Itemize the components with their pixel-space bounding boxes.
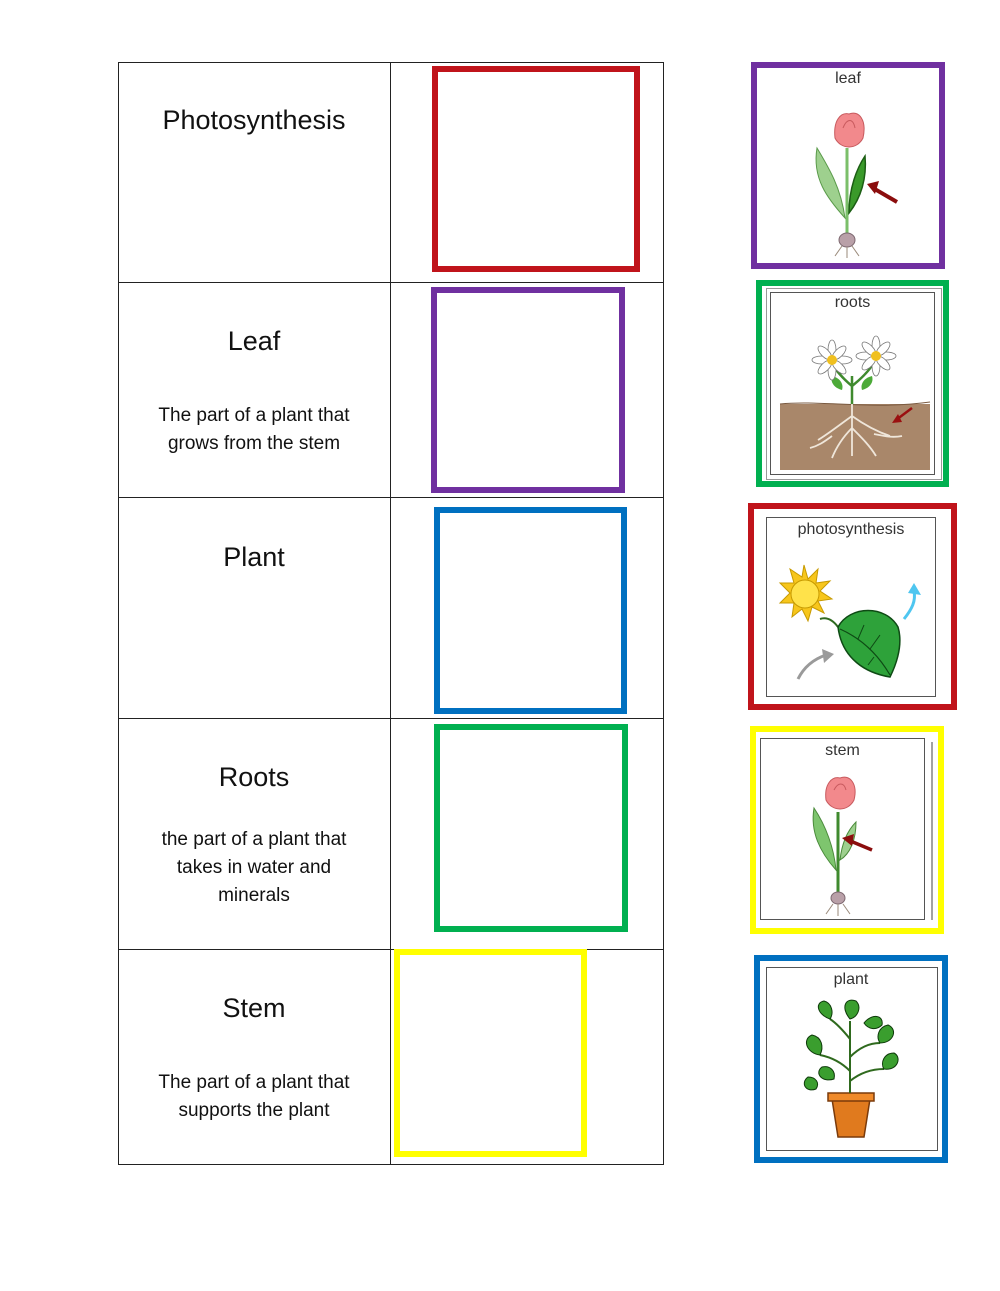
term-roots: Roots xyxy=(218,762,290,792)
card-label: plant xyxy=(833,971,869,988)
leaf-flower-icon xyxy=(757,68,939,263)
card-label: roots xyxy=(834,294,871,311)
stem-flower-icon xyxy=(756,732,938,928)
drop-slot-leaf[interactable] xyxy=(431,287,625,493)
definition-roots: the part of a plant that takes in water and minerals xyxy=(161,829,347,906)
drop-slot-plant[interactable] xyxy=(434,507,627,714)
picture-card-stem[interactable] xyxy=(750,726,944,934)
table-row-divider xyxy=(118,718,664,719)
card-label: stem xyxy=(825,742,860,759)
roots-daisy-icon xyxy=(762,286,943,481)
term-stem: Stem xyxy=(222,993,286,1023)
picture-card-photosynthesis[interactable] xyxy=(748,503,957,710)
definition-leaf: The part of a plant that grows from the stem xyxy=(158,405,350,454)
picture-card-roots[interactable] xyxy=(756,280,949,487)
table-row-divider xyxy=(118,282,664,283)
card-label: photosynthesis xyxy=(797,521,905,538)
picture-card-plant[interactable] xyxy=(754,955,948,1163)
drop-slot-photosynthesis[interactable] xyxy=(432,66,640,272)
picture-card-leaf[interactable] xyxy=(751,62,945,269)
sun-leaf-icon xyxy=(754,509,951,704)
term-plant: Plant xyxy=(223,542,285,572)
table-row-divider xyxy=(118,497,664,498)
card-label: leaf xyxy=(835,70,861,87)
term-leaf: Leaf xyxy=(227,326,281,356)
table-border-right xyxy=(663,62,664,1165)
table-border-top xyxy=(118,62,664,63)
table-column-divider xyxy=(390,62,391,1165)
definition-stem: The part of a plant that supports the plant xyxy=(158,1072,350,1121)
potted-plant-icon xyxy=(760,961,942,1157)
drop-slot-roots[interactable] xyxy=(434,724,628,932)
table-border-bottom xyxy=(118,1164,664,1165)
drop-slot-stem[interactable] xyxy=(394,949,587,1157)
term-photosynthesis: Photosynthesis xyxy=(162,105,346,135)
